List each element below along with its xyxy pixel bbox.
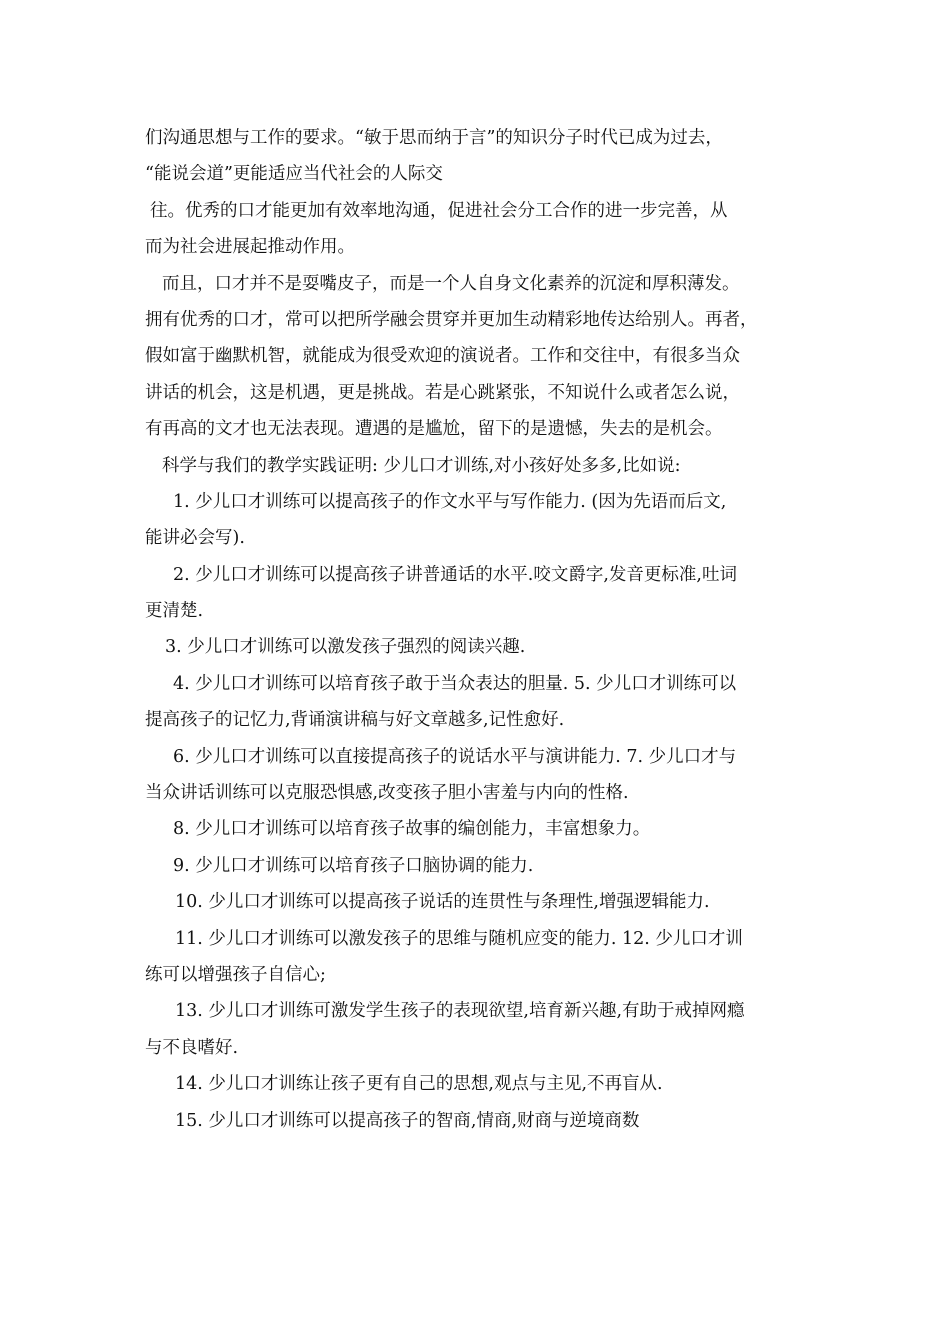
text-line: 科学与我们的教学实践证明: 少儿口才训练,对小孩好处多多,比如说: <box>162 455 681 476</box>
text-line: 更清楚. <box>145 601 204 622</box>
text-line: 往。优秀的口才能更加有效率地沟通，促进社会分工合作的进一步完善，从 <box>150 200 728 221</box>
list-item: 15. 少儿口才训练可以提高孩子的智商,情商,财商与逆境商数 <box>175 1110 640 1131</box>
text-line: 与不良嗜好. <box>145 1037 239 1058</box>
text-line: 提高孩子的记忆力,背诵演讲稿与好文章越多,记性愈好. <box>145 710 565 731</box>
text-line: 练可以增强孩子自信心; <box>145 964 326 985</box>
text-line: 讲话的机会，这是机遇，更是挑战。若是心跳紧张，不知说什么或者怎么说， <box>145 382 740 403</box>
list-item: 3. 少儿口才训练可以激发孩子强烈的阅读兴趣. <box>165 637 526 658</box>
text-line: 能讲必会写). <box>145 528 245 549</box>
list-item: 10. 少儿口才训练可以提高孩子说话的连贯性与条理性,增强逻辑能力. <box>175 892 710 913</box>
list-item: 11. 少儿口才训练可以激发孩子的思维与随机应变的能力. 12. 少儿口才训 <box>175 928 743 949</box>
list-item: 8. 少儿口才训练可以培育孩子故事的编创能力，丰富想象力。 <box>173 819 651 840</box>
text-line: 当众讲话训练可以克服恐惧感,改变孩子胆小害羞与内向的性格. <box>145 783 629 804</box>
list-item: 13. 少儿口才训练可激发学生孩子的表现欲望,培育新兴趣,有助于戒掉网瘾 <box>175 1001 745 1022</box>
text-line: 拥有优秀的口才，常可以把所学融会贯穿并更加生动精彩地传达给别人。再者， <box>145 309 758 330</box>
list-item: 2. 少儿口才训练可以提高孩子讲普通话的水平.咬文爵字,发音更标准,吐词 <box>173 564 737 585</box>
text-line: 有再高的文才也无法表现。遭遇的是尴尬，留下的是遗憾，失去的是机会。 <box>145 419 723 440</box>
document-body <box>145 120 815 1139</box>
text-line: 们沟通思想与工作的要求。“敏于思而纳于言”的知识分子时代已成为过去， <box>145 128 723 148</box>
list-item: 6. 少儿口才训练可以直接提高孩子的说话水平与演讲能力. 7. 少儿口才与 <box>173 746 737 767</box>
text-line: 而且，口才并不是耍嘴皮子，而是一个人自身文化素养的沉淀和厚积薄发。 <box>162 273 740 294</box>
list-item: 4. 少儿口才训练可以培育孩子敢于当众表达的胆量. 5. 少儿口才训练可以 <box>173 673 737 694</box>
list-item: 9. 少儿口才训练可以培育孩子口脑协调的能力. <box>173 855 534 876</box>
list-item: 1. 少儿口才训练可以提高孩子的作文水平与写作能力. (因为先语而后文, <box>173 491 727 512</box>
text-line: “能说会道”更能适应当代社会的人际交 <box>145 164 443 185</box>
text-line: 假如富于幽默机智，就能成为很受欢迎的演说者。工作和交往中，有很多当众 <box>145 346 740 367</box>
text-line: 而为社会进展起推动作用。 <box>145 237 355 258</box>
list-item: 14. 少儿口才训练让孩子更有自己的思想,观点与主见,不再盲从. <box>175 1074 663 1095</box>
